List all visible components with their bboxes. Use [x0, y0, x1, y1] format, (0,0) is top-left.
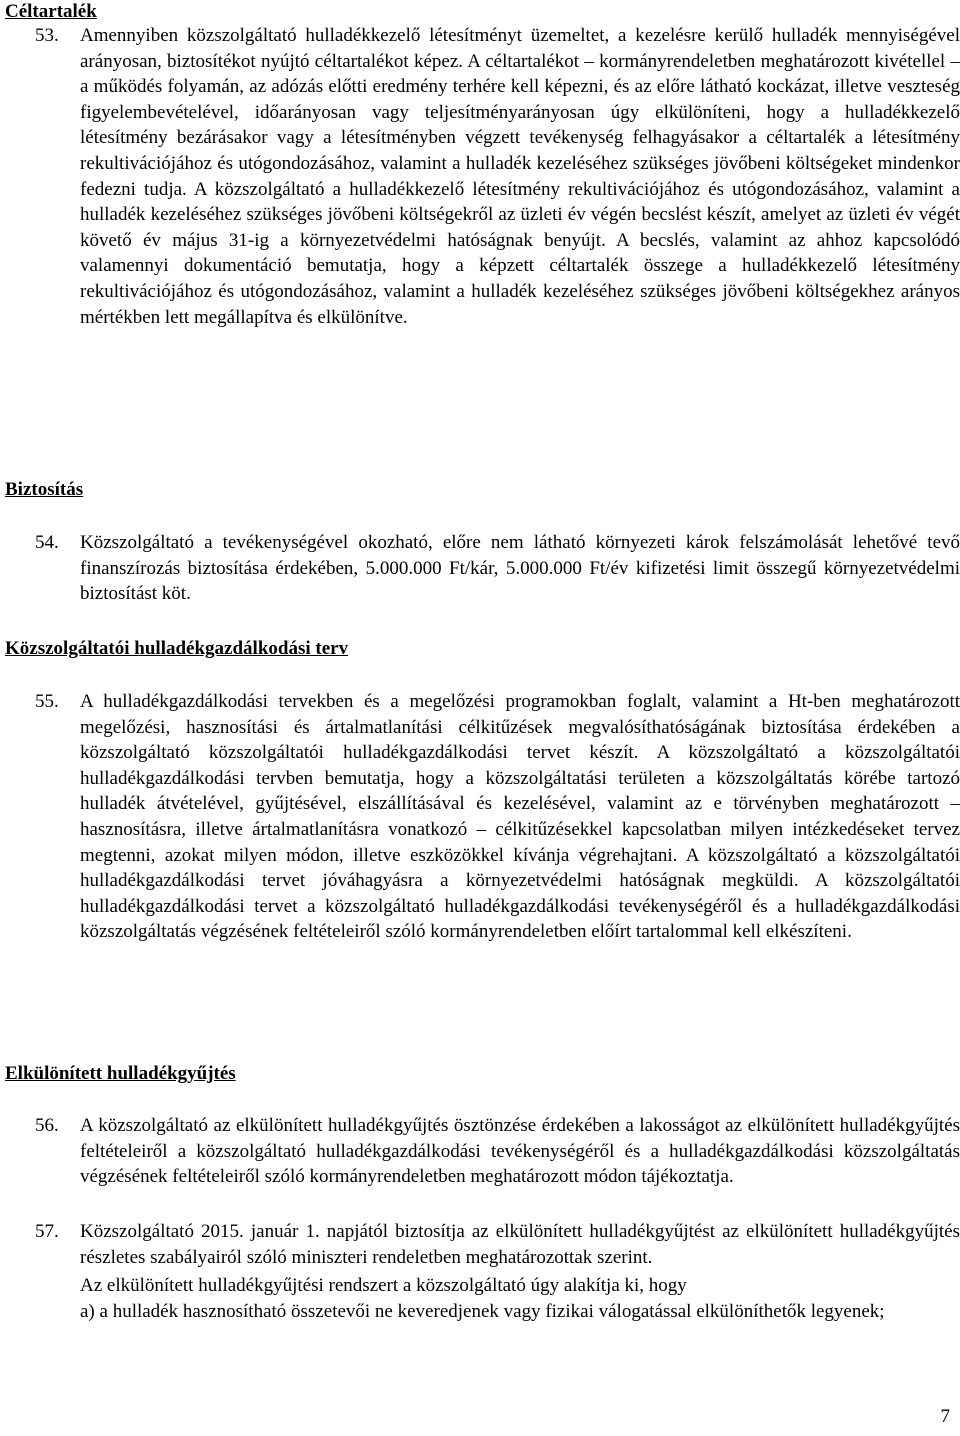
heading-elkulonitett-hulladekgyujtes: Elkülönített hulladékgyűjtés — [5, 1063, 236, 1084]
paragraph-number: 55. — [35, 691, 59, 712]
page-number: 7 — [940, 1406, 950, 1427]
paragraph-text: Közszolgáltató a tevékenységével okozható, előre nem látható környezeti károk felszámolását lehetővé tevő finanszírozás biztosítása érdekében, 5.000.000 Ft/kár, 5.000.000 Ft/év kifizetési limit összegű környezetvédelmi biztosítást köt. — [80, 532, 960, 605]
paragraph-number: 57. — [35, 1221, 59, 1242]
heading-celtartalek: Céltartalék — [5, 1, 97, 22]
heading-biztositas: Biztosítás — [5, 479, 84, 500]
paragraph-53 — [5, 23, 960, 445]
paragraph-number: 56. — [35, 1115, 59, 1136]
paragraph-number: 54. — [35, 532, 59, 553]
paragraph-57-point-a: a) a hulladék hasznosítható összetevői ne keveredjenek vagy fizikai válogatással elkülöníthetők legyenek; — [80, 1301, 885, 1322]
paragraph-text: A hulladékgazdálkodási tervekben és a megelőzési programokban foglalt, valamint a Ht-ben meghatározott megelőzési, hasznosítási és ártalmatlanítási célkitűzések megvalósíthatóságának biztosítása érdekében a közszolgáltató közszolgáltatói hulladékgazdálkodási tervet készít. A közszolgáltató a közszolgáltatói hulladékgazdálkodási tervben bemutatja, hogy a közszolgáltatási területen a közszolgáltatás körébe tartozó hulladék átvételével, gyűjtésével, elszállításával és kezelésével, valamint az e törvényben meghatározott – hasznosításra, illetve ártalmatlanításra vonatkozó – célkitűzésekkel kapcsolatban milyen intézkedéseket tervez megtenni, azokat milyen módon, illetve eszközökkel kívánja végrehajtani. A közszolgáltató a közszolgáltatói hulladékgazdálkodási tervet jóváhagyásra a környezetvédelmi hatóságnak megküldi. A közszolgáltatói hulladékgazdálkodási tervet a közszolgáltató hulladékgazdálkodási tevékenységéről és a hulladékgazdálkodási közszolgáltatás végzésének feltételeiről szóló kormányrendeletben előírt tartalommal kell elkészíteni. — [80, 691, 960, 943]
paragraph-text: Amennyiben közszolgáltató hulladékkezelő létesítményt üzemeltet, a kezelésre kerülő hulladék mennyiségével arányosan, biztosítékot nyújtó céltartalékot képez. A céltartalékot – kormányrendeletben meghatározott kivétellel – a működés folyamán, az adózás előtti eredmény terhére kell képezni, és az előre látható kockázat, illetve veszteség figyelembevételével, időarányosan vagy teljesítményarányosan úgy elkülöníteni, hogy a hulladékkezelő létesítmény bezárásakor vagy a létesítményben végzett tevékenység felhagyásakor a céltartalék a létesítmény rekultivációjához és utógondozásához, valamint a hulladék kezeléséhez szükséges jövőbeni költségeket mindenkor fedezni tudja. A közszolgáltató a hulladékkezelő létesítmény rekultivációjához és utógondozásához, valamint a hulladék kezeléséhez szükséges jövőbeni költségekről az üzleti év végén becslést készít, amelyet az üzleti év végét követő év május 31-ig a környezetvédelmi hatóságnak benyújt. A becslés, valamint az ahhoz kapcsolódó valamennyi dokumentáció bemutatja, hogy a képzett céltartalék összege a hulladékkezelő létesítmény rekultivációjához és utógondozásához, valamint a hulladék kezeléséhez szükséges jövőbeni költségekhez arányos mértékben lett megállapítva és elkülönítve. — [80, 25, 960, 328]
paragraph-56 — [5, 1113, 960, 1218]
paragraph-text: Közszolgáltató 2015. január 1. napjától biztosítja az elkülönített hulladékgyűjtést az elkülönített hulladékgyűjtés részletes szabályairól szóló miniszteri rendeletben meghatározottak szerint. — [80, 1221, 960, 1268]
paragraph-57 — [5, 1219, 960, 1404]
paragraph-55 — [5, 689, 960, 1035]
paragraph-54 — [5, 530, 960, 610]
paragraph-text: A közszolgáltató az elkülönített hulladékgyűjtés ösztönzése érdekében a lakosságot az elkülönített hulladékgyűjtés feltételeiről a közszolgáltató hulladékgazdálkodási tevékenységéről és a hulladékgazdálkodási közszolgáltatás végzésének feltételeiről szóló kormányrendeletben meghatározott módon tájékoztatja. — [80, 1115, 960, 1188]
heading-hulladekgazdalkodasi-terv: Közszolgáltatói hulladékgazdálkodási terv — [5, 638, 349, 659]
paragraph-57-intro: Az elkülönített hulladékgyűjtési rendszert a közszolgáltató úgy alakítja ki, hogy — [80, 1275, 687, 1296]
paragraph-number: 53. — [35, 25, 59, 46]
